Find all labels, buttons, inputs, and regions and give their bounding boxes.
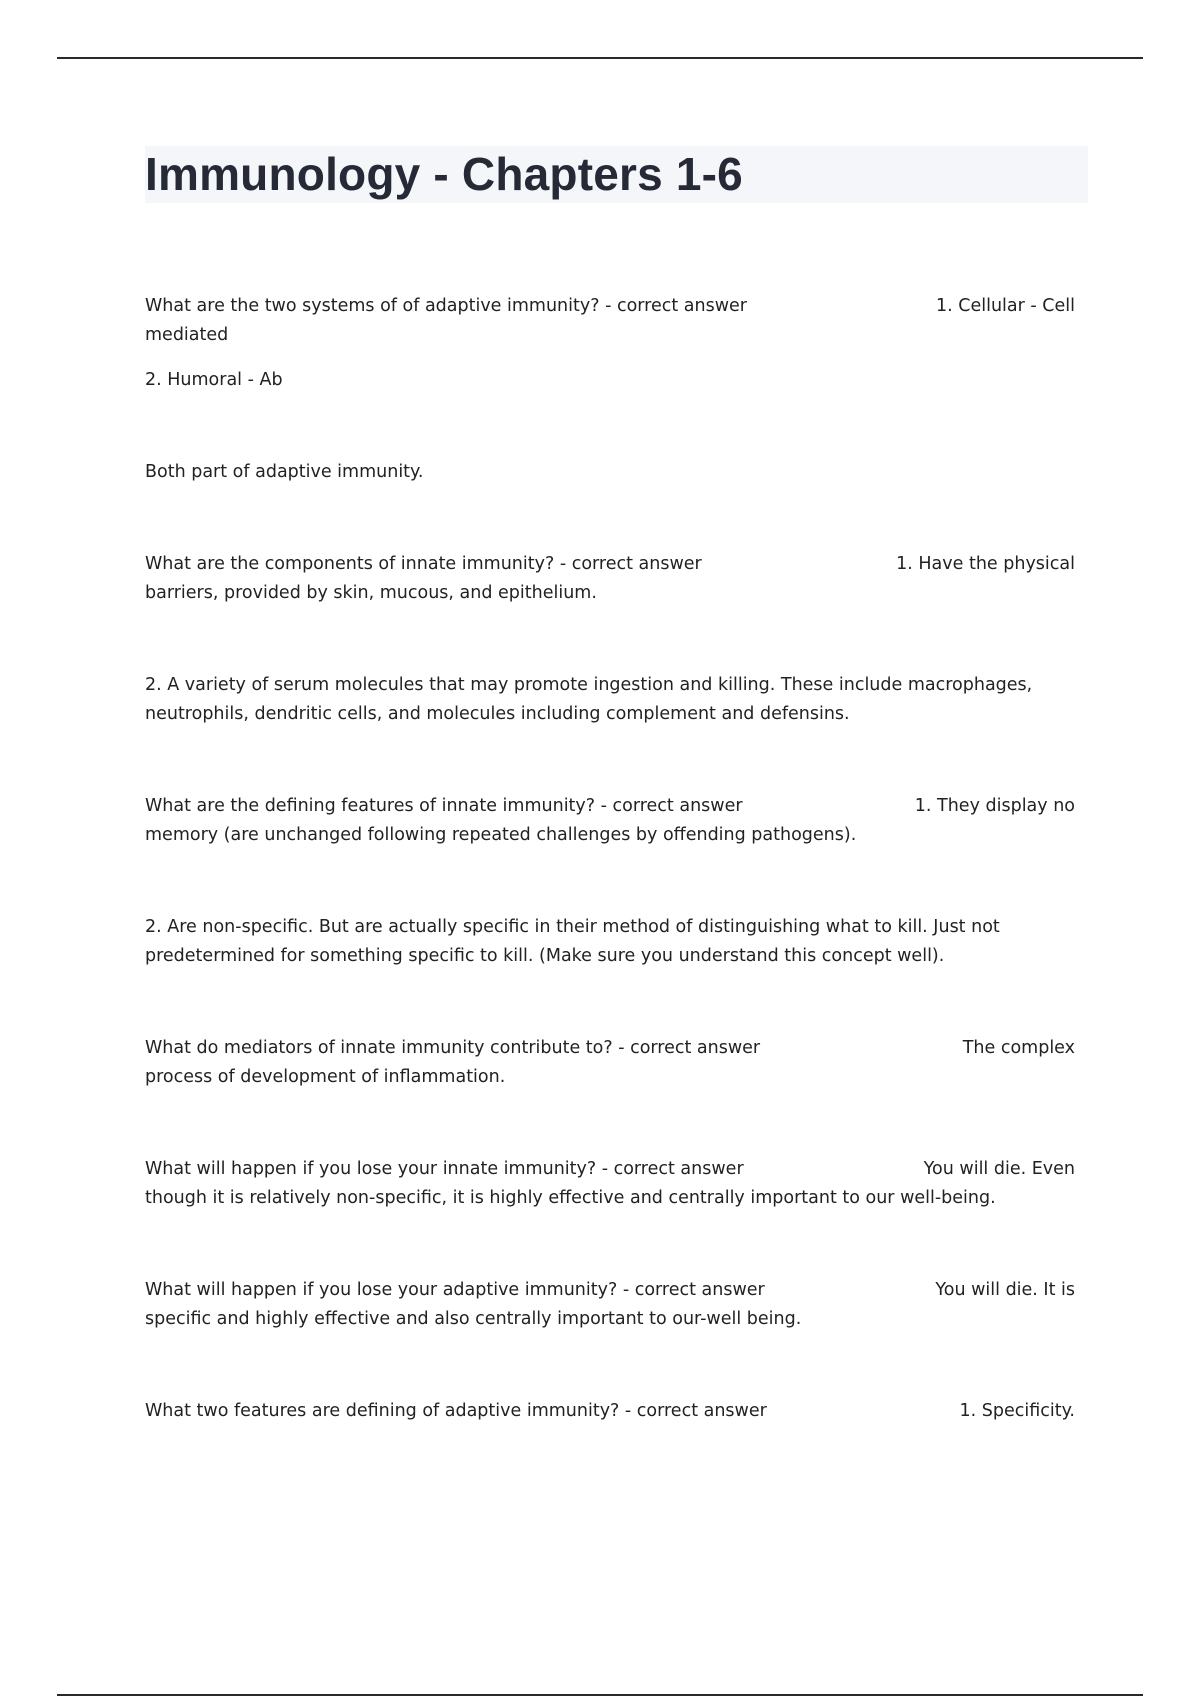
top-rule bbox=[57, 57, 1143, 59]
qa-line bbox=[145, 1034, 1075, 1063]
answer-paragraph-humoral bbox=[145, 366, 1075, 395]
paragraph-text: 2. A variety of serum molecules that may promote ingestion and killing. These include macrophages, neutrophils, dendritic cells, and molecules including complement and defensins. bbox=[145, 675, 1033, 724]
question-text: What will happen if you lose your adaptive immunity? - correct answer bbox=[145, 1280, 765, 1300]
answer-start: The complex bbox=[962, 1038, 1075, 1058]
qa-item-lose-innate bbox=[145, 1155, 1075, 1213]
qa-line bbox=[145, 792, 1075, 821]
qa-item-innate-mediators bbox=[145, 1034, 1075, 1092]
answer-continuation: memory (are unchanged following repeated challenges by offending pathogens). bbox=[145, 825, 857, 845]
paragraph-text: Both part of adaptive immunity. bbox=[145, 462, 424, 482]
answer-start: 1. Cellular - Cell bbox=[936, 296, 1075, 316]
qa-line bbox=[145, 292, 1075, 321]
question-text: What are the two systems of of adaptive immunity? - correct answer bbox=[145, 296, 748, 316]
answer-continuation: mediated bbox=[145, 325, 229, 345]
paragraph-text: 2. Are non-specific. But are actually specific in their method of distinguishing what to kill. Just not predetermined for something specific to kill. (Make sure you understand this concept well). bbox=[145, 917, 1000, 966]
answer-start: You will die. It is bbox=[935, 1280, 1075, 1300]
paragraph-text: 2. Humoral - Ab bbox=[145, 370, 283, 390]
qa-item-adaptive-systems bbox=[145, 292, 1075, 350]
answer-paragraph-serum bbox=[145, 671, 1075, 729]
answer-continuation: specific and highly effective and also centrally important to our-well being. bbox=[145, 1309, 802, 1329]
question-text: What will happen if you lose your innate immunity? - correct answer bbox=[145, 1159, 744, 1179]
qa-line bbox=[145, 550, 1075, 579]
document-body bbox=[145, 292, 1075, 1426]
page-title: Immunology - Chapters 1-6 bbox=[145, 148, 743, 200]
qa-item-adaptive-features bbox=[145, 1397, 1075, 1426]
answer-start: You will die. Even bbox=[923, 1159, 1075, 1179]
question-text: What are the components of innate immunity? - correct answer bbox=[145, 554, 702, 574]
answer-paragraph-both bbox=[145, 458, 1075, 487]
question-text: What do mediators of innate immunity contribute to? - correct answer bbox=[145, 1038, 761, 1058]
bottom-rule bbox=[57, 1694, 1143, 1696]
answer-start: 1. They display no bbox=[914, 796, 1075, 816]
qa-line bbox=[145, 1155, 1075, 1184]
qa-item-innate-components bbox=[145, 550, 1075, 608]
qa-item-innate-features bbox=[145, 792, 1075, 850]
answer-start: 1. Have the physical bbox=[896, 554, 1075, 574]
question-text: What are the defining features of innate immunity? - correct answer bbox=[145, 796, 743, 816]
qa-line bbox=[145, 1397, 1075, 1426]
answer-continuation: barriers, provided by skin, mucous, and epithelium. bbox=[145, 583, 597, 603]
qa-line bbox=[145, 1276, 1075, 1305]
answer-paragraph-nonspecific bbox=[145, 913, 1075, 971]
answer-continuation: process of development of inflammation. bbox=[145, 1067, 506, 1087]
answer-start: 1. Specificity. bbox=[959, 1401, 1075, 1421]
answer-continuation: though it is relatively non-specific, it is highly effective and centrally important to our well-being. bbox=[145, 1188, 996, 1208]
qa-item-lose-adaptive bbox=[145, 1276, 1075, 1334]
question-text: What two features are defining of adaptive immunity? - correct answer bbox=[145, 1401, 767, 1421]
